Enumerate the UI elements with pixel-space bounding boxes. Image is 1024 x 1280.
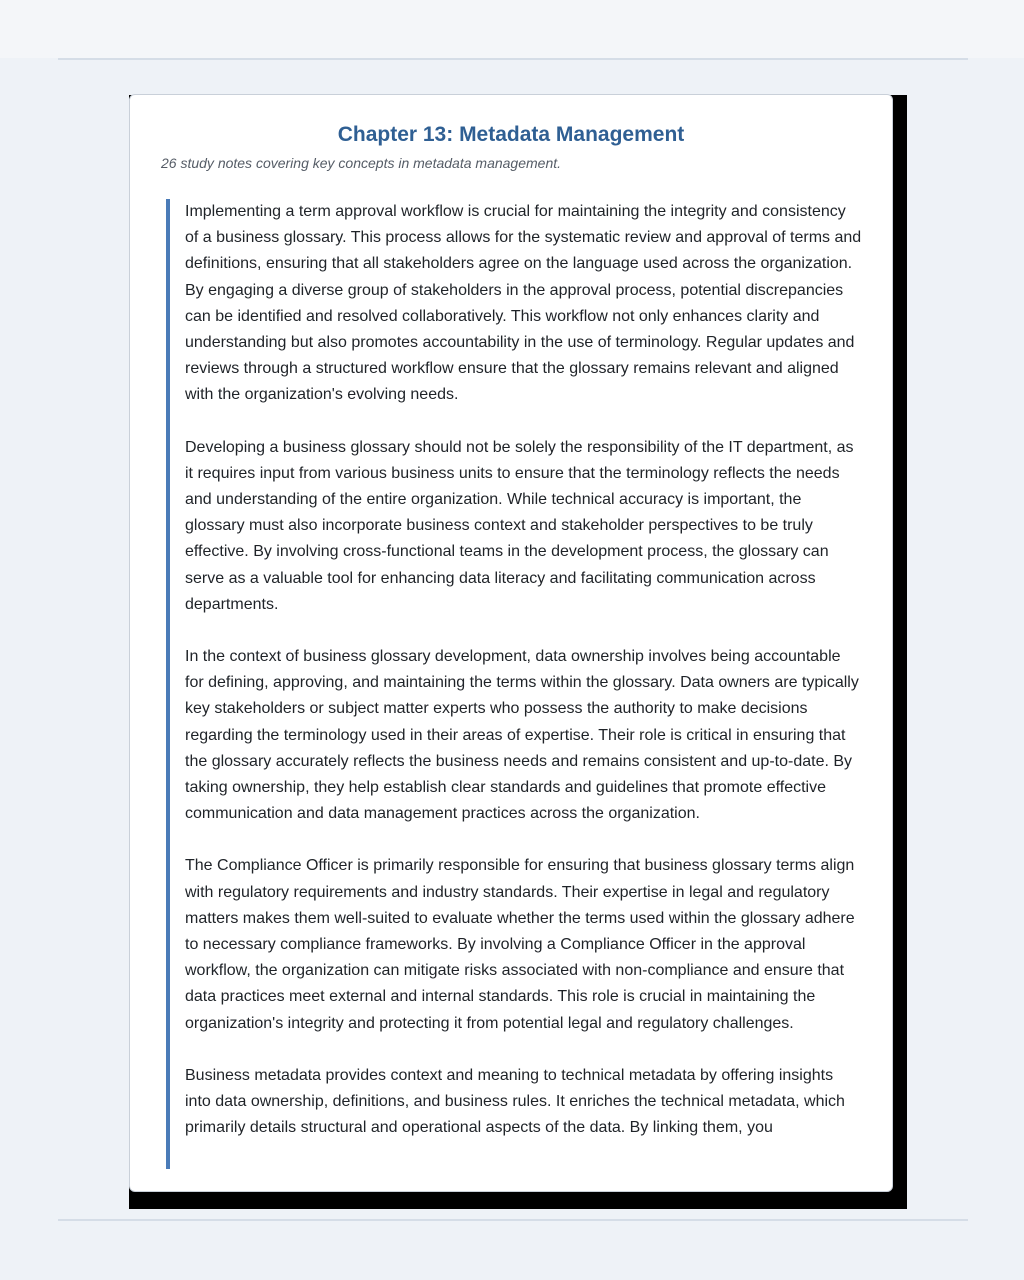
document-page [129, 94, 893, 1192]
top-bar [0, 0, 1024, 58]
top-divider [58, 58, 968, 60]
study-note: Developing a business glossary should not be solely the responsibility of the IT department, as it requires input from various business units to ensure that the terminology reflects the needs and understanding of the entire organization. While technical accuracy is important, the glossary must also incorporate business context and stakeholder perspectives to be truly effective. By involving cross-functional teams in the development process, the glossary can serve as a valuable tool for enhancing data literacy and facilitating communication across departments. [185, 438, 854, 613]
study-note: The Compliance Officer is primarily responsible for ensuring that business glossary terms align with regulatory requirements and industry standards. Their expertise in legal and regulatory matters makes them well-suited to evaluate whether the terms used within the glossary adhere to necessary compliance frameworks. By involving a Compliance Officer in the approval workflow, the organization can mitigate risks associated with non-compliance and ensure that data practices meet external and internal standards. This role is crucial in maintaining the organization's integrity and protecting it from potential legal and regulatory challenges. [185, 857, 855, 1032]
bottom-divider [58, 1219, 968, 1221]
study-notes [166, 199, 862, 1169]
study-note: In the context of business glossary development, data ownership involves being accountable for defining, approving, and maintaining the terms within the glossary. Data owners are typically key stakeholders or subject matter experts who possess the authority to make decisions regarding the terminology used in their areas of expertise. Their role is critical in ensuring that the glossary accurately reflects the business needs and remains consistent and up-to-date. By taking ownership, they help establish clear standards and guidelines that promote effective communication and data management practices across the organization. [185, 648, 859, 823]
chapter-title: Chapter 13: Metadata Management [337, 123, 685, 146]
chapter-subtitle: 26 study notes covering key concepts in metadata management. [161, 155, 562, 171]
study-note: Implementing a term approval workflow is crucial for maintaining the integrity and consistency of a business glossary. This process allows for the systematic review and approval of terms and definitions, ensuring that all stakeholders agree on the language used across the organization. By engaging a diverse group of stakeholders in the approval process, potential discrepancies can be identified and resolved collaboratively. This workflow not only enhances clarity and understanding but also promotes accountability in the use of terminology. Regular updates and reviews through a structured workflow ensure that the glossary remains relevant and aligned with the organization's evolving needs. [185, 203, 862, 404]
study-note: Business metadata provides context and meaning to technical metadata by offering insights into data ownership, definitions, and business rules. It enriches the technical metadata, which primarily details structural and operational aspects of the data. By linking them, you [185, 1066, 845, 1137]
